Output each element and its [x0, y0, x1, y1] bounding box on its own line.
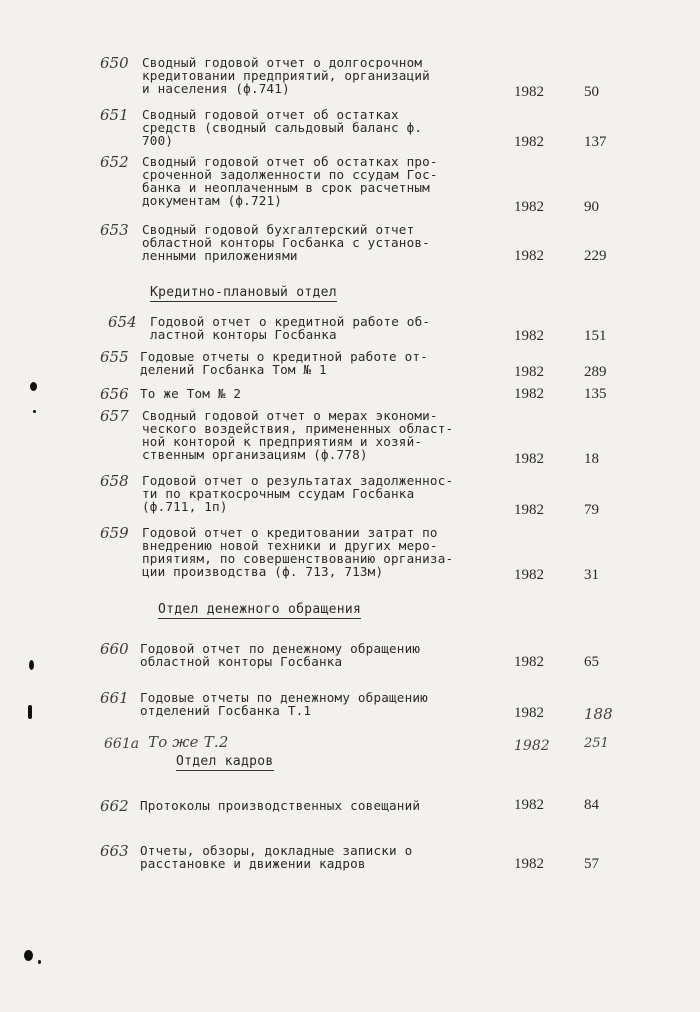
entry-description: Сводный годовой отчет об остатках про- сроченной задолженности по ссудам Гос- банка и неоплаченным в срок расчетным документам (ф.721)	[142, 154, 438, 208]
entry-year: 1982	[514, 84, 544, 100]
entry-sheet-count: 137	[584, 134, 607, 150]
entry-description: Сводный годовой отчет об остатках средств (сводный сальдовый баланс ф. 700)	[142, 107, 423, 148]
scan-speck	[38, 960, 41, 964]
entry-sheet-count: 31	[584, 567, 599, 583]
entry-sheet-count: 90	[584, 199, 599, 215]
entry-number: 654	[108, 313, 137, 331]
entry-year: 1982	[514, 502, 544, 518]
entry-sheet-count: 79	[584, 502, 599, 518]
entry-number: 662	[100, 797, 129, 815]
entry-year: 1982	[514, 386, 544, 402]
scan-speck	[29, 660, 34, 670]
entry-number: 650	[100, 54, 129, 72]
entry-sheet-count: 229	[584, 248, 607, 264]
entry-number: 659	[100, 524, 129, 542]
entry-number: 652	[100, 153, 129, 171]
entry-sheet-count: 289	[584, 364, 607, 380]
entry-number: 658	[100, 472, 129, 490]
entry-sheet-count: 135	[584, 386, 607, 402]
entry-sheet-count: 188	[584, 705, 613, 723]
entry-description: Отчеты, обзоры, докладные записки о расстановке и движении кадров	[140, 843, 413, 871]
entry-description: Годовой отчет о кредитной работе об- ластной конторы Госбанка	[150, 314, 431, 342]
entry-description: Годовой отчет о результатах задолженнос- ти по краткосрочным ссудам Госбанка (ф.711, 1п)	[142, 473, 454, 514]
entry-description: Годовой отчет о кредитовании затрат по внедрению новой техники и других меро- приятиям, по совершенствованию организа- ции производства (ф. 713, 713м)	[142, 525, 454, 579]
section-heading: Отдел денежного обращения	[158, 602, 362, 617]
entry-number: 653	[100, 221, 129, 239]
entry-description: Годовые отчеты по денежному обращению отделений Госбанка Т.1	[140, 690, 428, 718]
entry-year: 1982	[514, 248, 544, 264]
entry-year: 1982	[514, 451, 544, 467]
entry-number: 651	[100, 106, 129, 124]
entry-sheet-count: 84	[584, 797, 599, 813]
entry-year: 1982	[514, 199, 544, 215]
scan-speck	[30, 382, 37, 391]
scan-speck	[33, 410, 36, 413]
scan-speck	[24, 950, 33, 961]
entry-description: Сводный годовой бухгалтерский отчет областной конторы Госбанка с установ- ленными приложениями	[142, 222, 430, 263]
section-heading: Кредитно-плановый отдел	[150, 285, 337, 300]
entry-sheet-count: 151	[584, 328, 607, 344]
scan-speck	[28, 705, 32, 719]
entry-sheet-count: 251	[584, 736, 609, 751]
entry-year: 1982	[514, 797, 544, 813]
entry-year: 1982	[514, 328, 544, 344]
entry-number: 657	[100, 407, 129, 425]
entry-number: 656	[100, 385, 129, 403]
entry-year: 1982	[514, 654, 544, 670]
entry-description: Сводный годовой отчет о долгосрочном кредитовании предприятий, организаций и населения (ф.741)	[142, 55, 430, 96]
entry-sheet-count: 18	[584, 451, 599, 467]
entry-number: 661	[100, 689, 129, 707]
entry-year: 1982	[514, 134, 544, 150]
entry-description: Протоколы производственных совещаний	[140, 798, 421, 813]
entry-number: 655	[100, 348, 129, 366]
entry-description: То же Том № 2	[140, 386, 242, 401]
entry-year: 1982	[514, 738, 550, 754]
section-heading: Отдел кадров	[176, 754, 274, 769]
entry-year: 1982	[514, 364, 544, 380]
entry-description: То же Т.2	[148, 733, 229, 751]
entry-year: 1982	[514, 567, 544, 583]
entry-description: Годовой отчет по денежному обращению областной конторы Госбанка	[140, 641, 421, 669]
entry-description: Сводный годовой отчет о мерах экономи- ческого воздействия, примененных област- ной конторой к предприятиям и хозяй- ственным организациям (ф.778)	[142, 408, 454, 462]
entry-number: 661а	[104, 736, 140, 752]
entry-year: 1982	[514, 856, 544, 872]
entry-number: 663	[100, 842, 129, 860]
entry-description: Годовые отчеты о кредитной работе от- делений Госбанка Том № 1	[140, 349, 428, 377]
entry-sheet-count: 65	[584, 654, 599, 670]
entry-year: 1982	[514, 705, 544, 721]
entry-sheet-count: 50	[584, 84, 599, 100]
entry-number: 660	[100, 640, 129, 658]
entry-sheet-count: 57	[584, 856, 599, 872]
